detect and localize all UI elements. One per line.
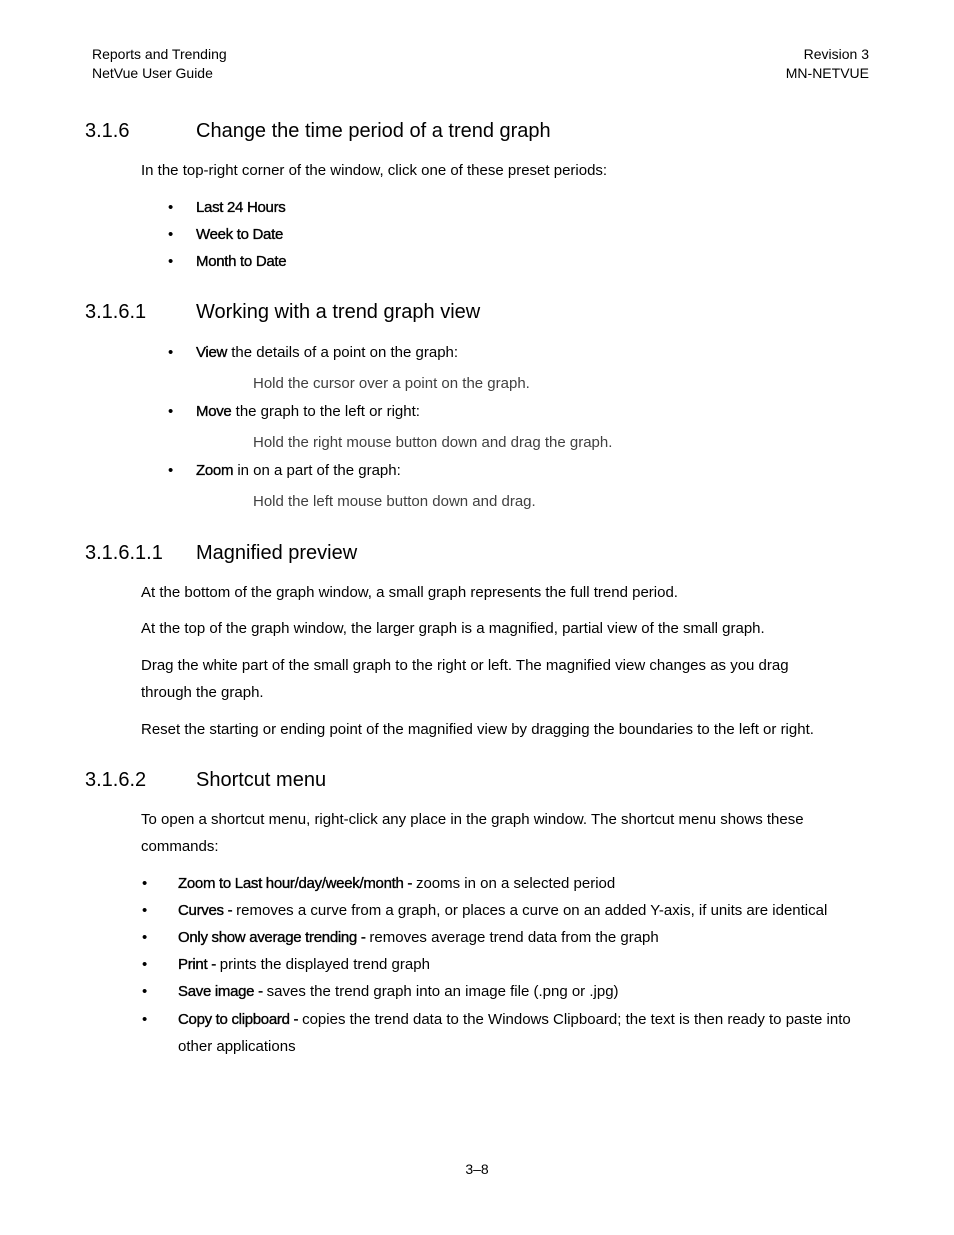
- action-detail: Hold the cursor over a point on the graph.: [253, 375, 530, 392]
- section-number: 3.1.6: [85, 120, 130, 142]
- action-term: View: [196, 344, 228, 361]
- list-item: [168, 457, 401, 484]
- list-item: [168, 194, 286, 221]
- command-description: prints the displayed trend graph: [219, 956, 430, 973]
- command-name: Print -: [178, 956, 220, 973]
- list-item: [168, 221, 284, 248]
- list-item: [142, 1006, 868, 1060]
- header-revision: Revision 3: [803, 46, 869, 62]
- section-number: 3.1.6.2: [85, 769, 147, 791]
- paragraph: To open a shortcut menu, right-click any place in the graph window. The shortcut menu shows these commands:: [141, 811, 804, 855]
- paragraph: At the top of the graph window, the larger graph is a magnified, partial view of the small graph.: [141, 620, 765, 637]
- command-name: Copy to clipboard -: [178, 1011, 303, 1028]
- command-description: copies the trend data to the Windows Clipboard; the text is then ready to paste into other applications: [178, 1011, 851, 1055]
- section-title: Magnified preview: [196, 542, 358, 564]
- list-item: [142, 978, 868, 1005]
- page-number: 3–8: [465, 1161, 489, 1177]
- section-heading-3-1-6-1-1: [85, 540, 357, 566]
- section-title: Change the time period of a trend graph: [196, 120, 551, 142]
- action-term: Zoom: [196, 462, 234, 479]
- bullet-icon: •: [142, 983, 148, 1000]
- bullet-icon: •: [142, 929, 148, 946]
- header-document-title: NetVue User Guide: [92, 65, 213, 81]
- list-item: [142, 897, 868, 924]
- list-item: [168, 248, 287, 275]
- list-item: [142, 870, 868, 897]
- header-document-number: MN-NETVUE: [785, 65, 869, 81]
- command-name: Save image -: [178, 983, 267, 1000]
- list-item: [142, 951, 868, 978]
- list-item: [168, 398, 420, 425]
- action-detail: Hold the left mouse button down and drag.: [253, 493, 536, 510]
- section-number: 3.1.6.1.1: [85, 542, 163, 564]
- bullet-icon: •: [168, 403, 174, 420]
- command-description: zooms in on a selected period: [415, 875, 616, 892]
- header-chapter-title: Reports and Trending: [92, 46, 227, 62]
- section-heading-3-1-6-2: [85, 767, 326, 793]
- action-text: in on a part of the graph:: [233, 462, 401, 479]
- action-detail: Hold the right mouse button down and drag the graph.: [253, 434, 613, 451]
- list-item: [168, 339, 459, 366]
- command-description: saves the trend graph into an image file (.png or .jpg): [266, 983, 619, 1000]
- command-name: Only show average trending -: [178, 929, 370, 946]
- bullet-icon: •: [142, 902, 148, 919]
- bullet-icon: •: [142, 956, 148, 973]
- bullet-icon: •: [142, 875, 148, 892]
- action-term: Move: [196, 403, 232, 420]
- section-heading-3-1-6-1: [85, 299, 480, 325]
- bullet-icon: •: [142, 1011, 148, 1028]
- bullet-icon: •: [168, 199, 174, 216]
- action-text: the graph to the left or right:: [231, 403, 420, 420]
- command-name: Zoom to Last hour/day/week/month -: [178, 875, 416, 892]
- bullet-icon: •: [168, 253, 174, 270]
- bullet-icon: •: [168, 226, 174, 243]
- period-name: Week to Date: [196, 226, 284, 243]
- paragraph: Reset the starting or ending point of the magnified view by dragging the boundaries to the left or right.: [141, 721, 814, 738]
- period-name: Last 24 Hours: [196, 199, 286, 216]
- section-number: 3.1.6.1: [85, 301, 147, 323]
- command-description: removes average trend data from the graph: [369, 929, 659, 946]
- section-title: Working with a trend graph view: [196, 301, 481, 323]
- paragraph: Drag the white part of the small graph to the right or left. The magnified view changes as you drag through the graph.: [141, 657, 789, 701]
- command-description: removes a curve from a graph, or places a curve on an added Y-axis, if units are identical: [236, 902, 828, 919]
- command-name: Curves -: [178, 902, 237, 919]
- paragraph: In the top-right corner of the window, click one of these preset periods:: [141, 162, 608, 179]
- bullet-icon: •: [168, 344, 174, 361]
- section-heading-3-1-6: [85, 118, 551, 144]
- list-item: [142, 924, 868, 951]
- action-text: the details of a point on the graph:: [227, 344, 459, 361]
- bullet-icon: •: [168, 462, 174, 479]
- running-header-left: [92, 45, 227, 83]
- section-title: Shortcut menu: [196, 769, 327, 791]
- running-header-right: [786, 45, 869, 83]
- paragraph: At the bottom of the graph window, a small graph represents the full trend period.: [141, 584, 678, 601]
- period-name: Month to Date: [196, 253, 287, 270]
